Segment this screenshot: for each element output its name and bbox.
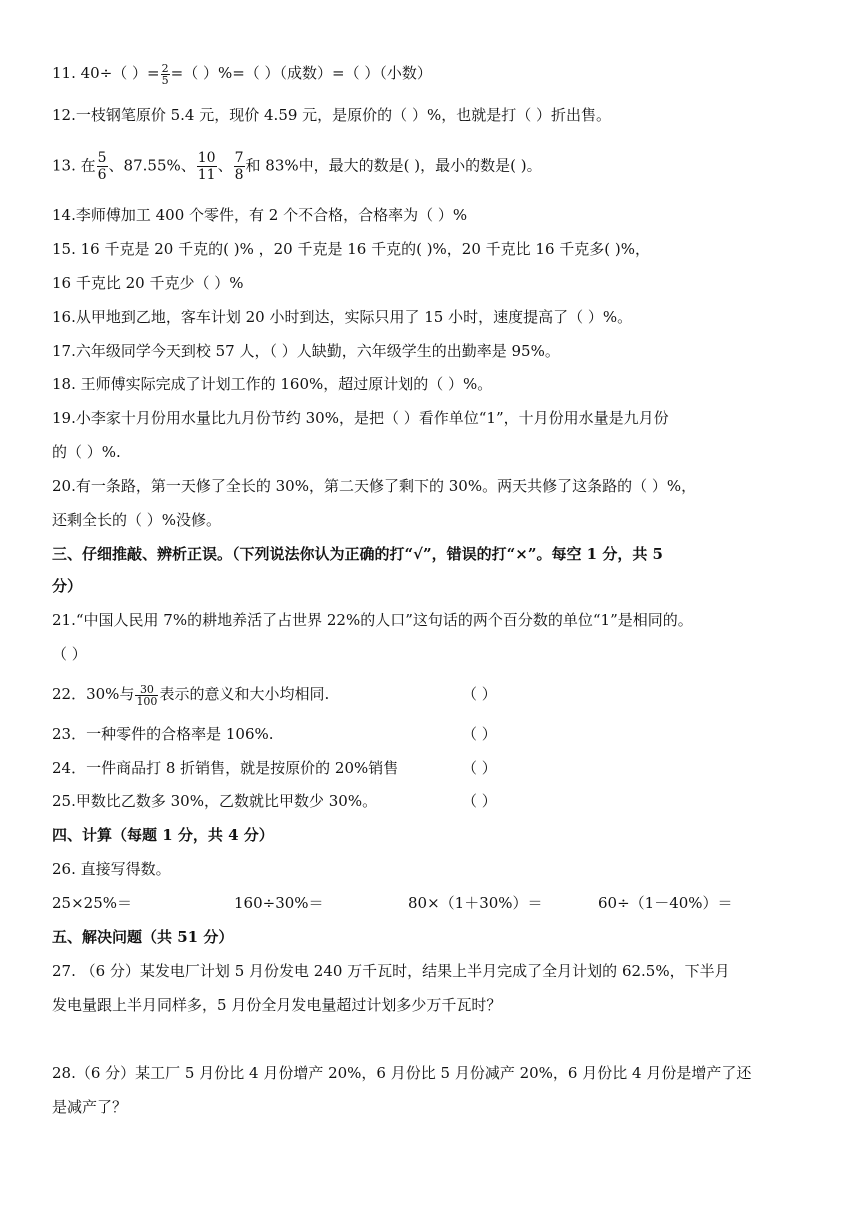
question-25: 25.甲数比乙数多 30%，乙数就比甲数少 30%。 bbox=[52, 792, 378, 810]
q13-fraction-3: $\frac{7}{8}$ bbox=[234, 150, 244, 183]
calc-item-2: 160÷30%＝ bbox=[234, 894, 324, 912]
q11-text-b: =（ ）%=（ ）（成数）=（ ）（小数） bbox=[170, 64, 432, 82]
q11-fraction: $\frac{2}{5}$ bbox=[161, 61, 169, 87]
section-4-heading: 四、计算（每题 1 分，共 4 分） bbox=[52, 826, 274, 844]
question-27-line-1: 27. （6 分）某发电厂计划 5 月份发电 240 万千瓦时，结果上半月完成了全月计划的 62.5%，下半月 bbox=[52, 962, 730, 980]
question-19-line-1: 19.小李家十月份用水量比九月份节约 30%，是把（ ）看作单位“1”，十月份用水量是九月份 bbox=[52, 409, 669, 427]
question-18: 18. 王师傅实际完成了计划工作的 160%，超过原计划的（ ）%。 bbox=[52, 375, 493, 393]
question-15-line-2: 16 千克比 20 千克少（ ）% bbox=[52, 274, 244, 292]
q22-answer-paren: （ ） bbox=[462, 685, 497, 703]
question-20-line-2: 还剩全长的（ ）%没修。 bbox=[52, 511, 222, 529]
question-27-line-2: 发电量跟上半月同样多，5 月份全月发电量超过计划多少万千瓦时？ bbox=[52, 996, 502, 1014]
q22-fraction: $\frac{30}{100}$ bbox=[136, 682, 158, 708]
question-12: 12.一枝钢笔原价 5.4 元，现价 4.59 元，是原价的（ ）%，也就是打（ ）折出售。 bbox=[52, 106, 611, 124]
calc-item-3: 80×（1＋30%）＝ bbox=[408, 894, 543, 912]
question-14: 14.李师傅加工 400 个零件，有 2 个不合格，合格率为（ ）% bbox=[52, 206, 468, 224]
q25-answer-paren: （ ） bbox=[462, 792, 497, 810]
question-28-line-2: 是减产了？ bbox=[52, 1098, 128, 1116]
question-16: 16.从甲地到乙地，客车计划 20 小时到达，实际只用了 15 小时，速度提高了（ ）%。 bbox=[52, 308, 633, 326]
q11-text-a: 11. 40÷（ ）= bbox=[52, 64, 160, 82]
calc-item-4: 60÷（1－40%）＝ bbox=[598, 894, 733, 912]
calc-item-1: 25×25%＝ bbox=[52, 894, 132, 912]
question-21-answer: （ ） bbox=[52, 645, 87, 663]
q24-answer-paren: （ ） bbox=[462, 759, 497, 777]
question-20-line-1: 20.有一条路，第一天修了全长的 30%，第二天修了剩下的 30%。两天共修了这条路的（ ）%， bbox=[52, 477, 697, 495]
question-17: 17.六年级同学今天到校 57 人，（ ）人缺勤，六年级学生的出勤率是 95%。 bbox=[52, 342, 560, 360]
question-24: 24．一件商品打 8 折销售，就是按原价的 20%销售 bbox=[52, 759, 399, 777]
question-15-line-1: 15. 16 千克是 20 千克的( )% ，20 千克是 16 千克的( )%，20 千克比 16 千克多( )%， bbox=[52, 240, 651, 258]
q13-fraction-1: $\frac{5}{6}$ bbox=[97, 150, 107, 183]
question-26: 26. 直接写得数。 bbox=[52, 860, 171, 878]
question-28-line-1: 28.（6 分）某工厂 5 月份比 4 月份增产 20%，6 月份比 5 月份减产 20%，6 月份比 4 月份是增产了还 bbox=[52, 1064, 752, 1082]
q13-fraction-2: $\frac{10}{11}$ bbox=[197, 150, 216, 183]
question-19-line-2: 的（ ）%. bbox=[52, 443, 121, 461]
question-11 bbox=[52, 62, 432, 86]
section-3-heading-line-1: 三、仔细推敲、辨析正误。（下列说法你认为正确的打“√”，错误的打“×”。每空 1 分，共 5 bbox=[52, 545, 663, 563]
section-3-heading-line-2: 分） bbox=[52, 577, 83, 595]
question-23: 23．一种零件的合格率是 106%. bbox=[52, 725, 274, 743]
question-22: 22．30%与 $\frac{30}{100}$ 表示的意义和大小均相同. bbox=[52, 682, 330, 708]
question-21-line-1: 21.“中国人民用 7%的耕地养活了占世界 22%的人口”这句话的两个百分数的单位“1”是相同的。 bbox=[52, 611, 693, 629]
q23-answer-paren: （ ） bbox=[462, 725, 497, 743]
question-13: 13. 在 $\frac{5}{6}$ 、87.55%、 $\frac{10}{11}$ 、 $\frac{7}{8}$ 和 83%中，最大的数是( )，最小的数是( )。 bbox=[52, 150, 542, 183]
section-5-heading: 五、解决问题（共 51 分） bbox=[52, 928, 234, 946]
